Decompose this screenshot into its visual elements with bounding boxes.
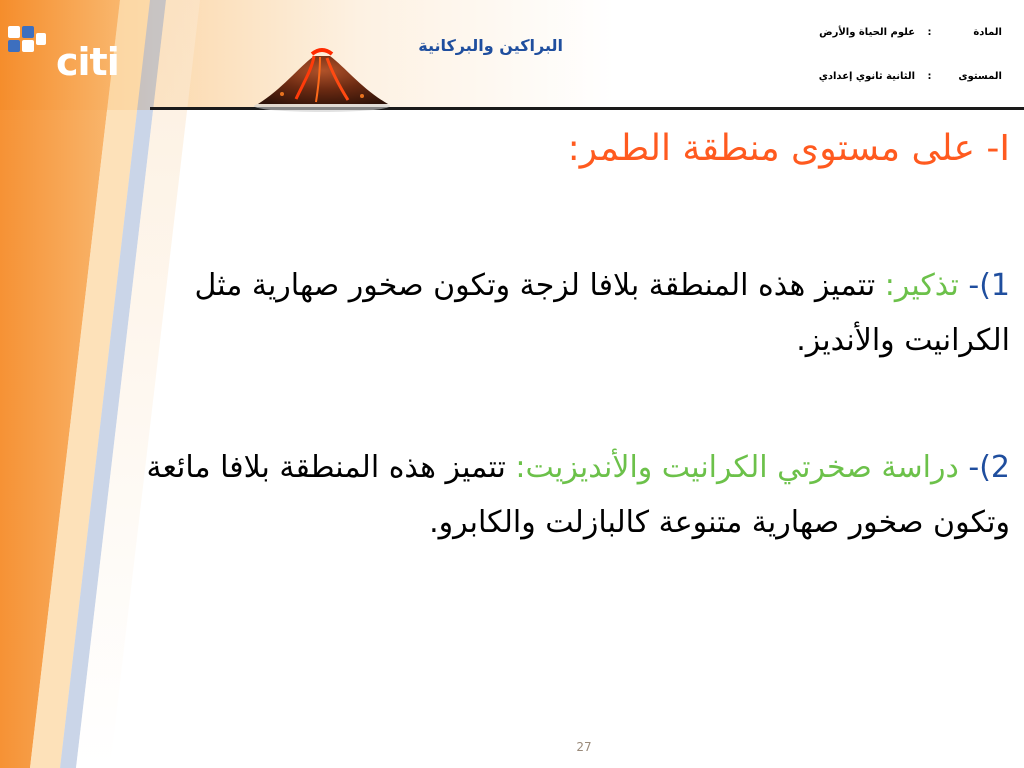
level-label: المستوى — [958, 71, 1002, 82]
subject-label: المادة — [973, 27, 1002, 38]
subject-row — [819, 27, 1002, 38]
level-value: الثانية ثانوي إعدادي — [818, 71, 916, 82]
page-number: 27 — [576, 740, 592, 754]
logo-text: citi — [56, 40, 119, 84]
section-heading: I- على مستوى منطقة الطمر: — [567, 128, 1010, 169]
logo-squares-icon — [6, 22, 50, 66]
item1-label: تذكير: — [884, 268, 959, 303]
item2-number: 2)- — [968, 450, 1010, 485]
paragraph-study — [110, 440, 1010, 550]
level-separator: : — [927, 71, 932, 82]
subject-value: علوم الحياة والأرض — [819, 27, 916, 38]
item1-text: تتميز هذه المنطقة بلافا لزجة وتكون صخور صهارية مثل الكرانيت والأنديز. — [194, 268, 1010, 358]
volcano-image — [252, 44, 392, 112]
level-row — [819, 71, 1002, 82]
item1-number: 1)- — [968, 268, 1010, 303]
lesson-title: البراكين والبركانية — [418, 36, 563, 55]
paragraph-reminder — [110, 258, 1010, 368]
item2-text: تتميز هذه المنطقة بلافا مائعة وتكون صخور صهارية متنوعة كالبازلت والكابرو. — [146, 450, 1010, 540]
subject-separator: : — [927, 27, 932, 38]
citi-logo — [6, 22, 121, 84]
item2-label: دراسة صخرتي الكرانيت والأنديزيت: — [515, 450, 959, 485]
